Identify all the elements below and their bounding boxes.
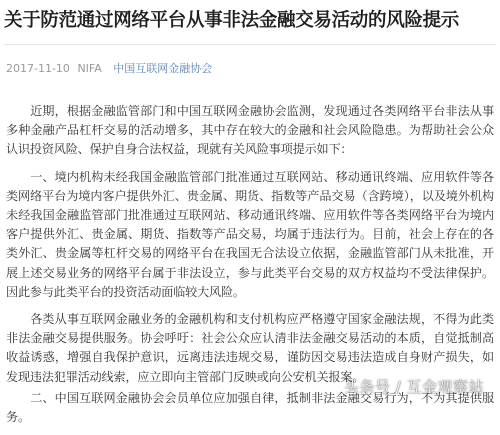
paragraph-item-2: 二、中国互联网金融协会会员单位应加强自律，抵制非法金融交易行为，不为其提供服务。 — [6, 390, 494, 425]
title-divider — [4, 44, 496, 45]
article-title: 关于防范通过网络平台从事非法金融交易活动的风险提示 — [4, 10, 460, 31]
source-label: NIFA — [77, 62, 102, 75]
platform-watermark: 头条号 / 互金观察站 — [343, 378, 484, 396]
paragraph-intro: 近期，根据金融监管部门和中国互联网金融协会监测，发现通过各类网络平台非法从事多种金融产品杠杆交易的活动增多，其中存在较大的金融和社会风险隐患。为帮助社会公众认识投资风险、保护自身合法权益，现就有关风险事项提示如下： — [6, 104, 494, 157]
publish-date: 2017-11-10 — [6, 62, 70, 75]
article-meta — [6, 62, 212, 76]
paragraph-item-1: 一、境内机构未经我国金融监管部门批准通过互联网站、移动通讯终端、应用软件等各类网络平台为境内客户提供外汇、贵金属、期货、指数等产品交易（含跨境），以及境外机构未经我国金融监管部门批准通过互联网站、移动通讯终端、应用软件等各类网络平台为境内客户提供外汇、贵金属、期货、指数等产品交易，均属于违法行为。目前，社会上存在的各类外汇、贵金属等杠杆交易的网络平台在我国无合法设立依据，金融监管部门从未批准，开展上述交易业务的网络平台属于非法设立，参与此类平台交易的双方权益均不受法律保护。因此参与此类平台的投资活动面临较大风险。 — [6, 169, 494, 299]
paragraph-appeal: 各类从事互联网金融业务的金融机构和支付机构应严格遵守国家金融法规，不得为此类非法金融交易提供服务。协会呼吁：社会公众应认清非法金融交易活动的本质，自觉抵制高收益诱惑，增强自我保护意识，远离违法违规交易，谨防因交易违法造成自身财产损失，如发现违法犯罪活动线索，应立即向主管部门反映或向公安机关报案。 — [6, 312, 494, 384]
author-link[interactable]: 中国互联网金融协会 — [113, 62, 213, 75]
